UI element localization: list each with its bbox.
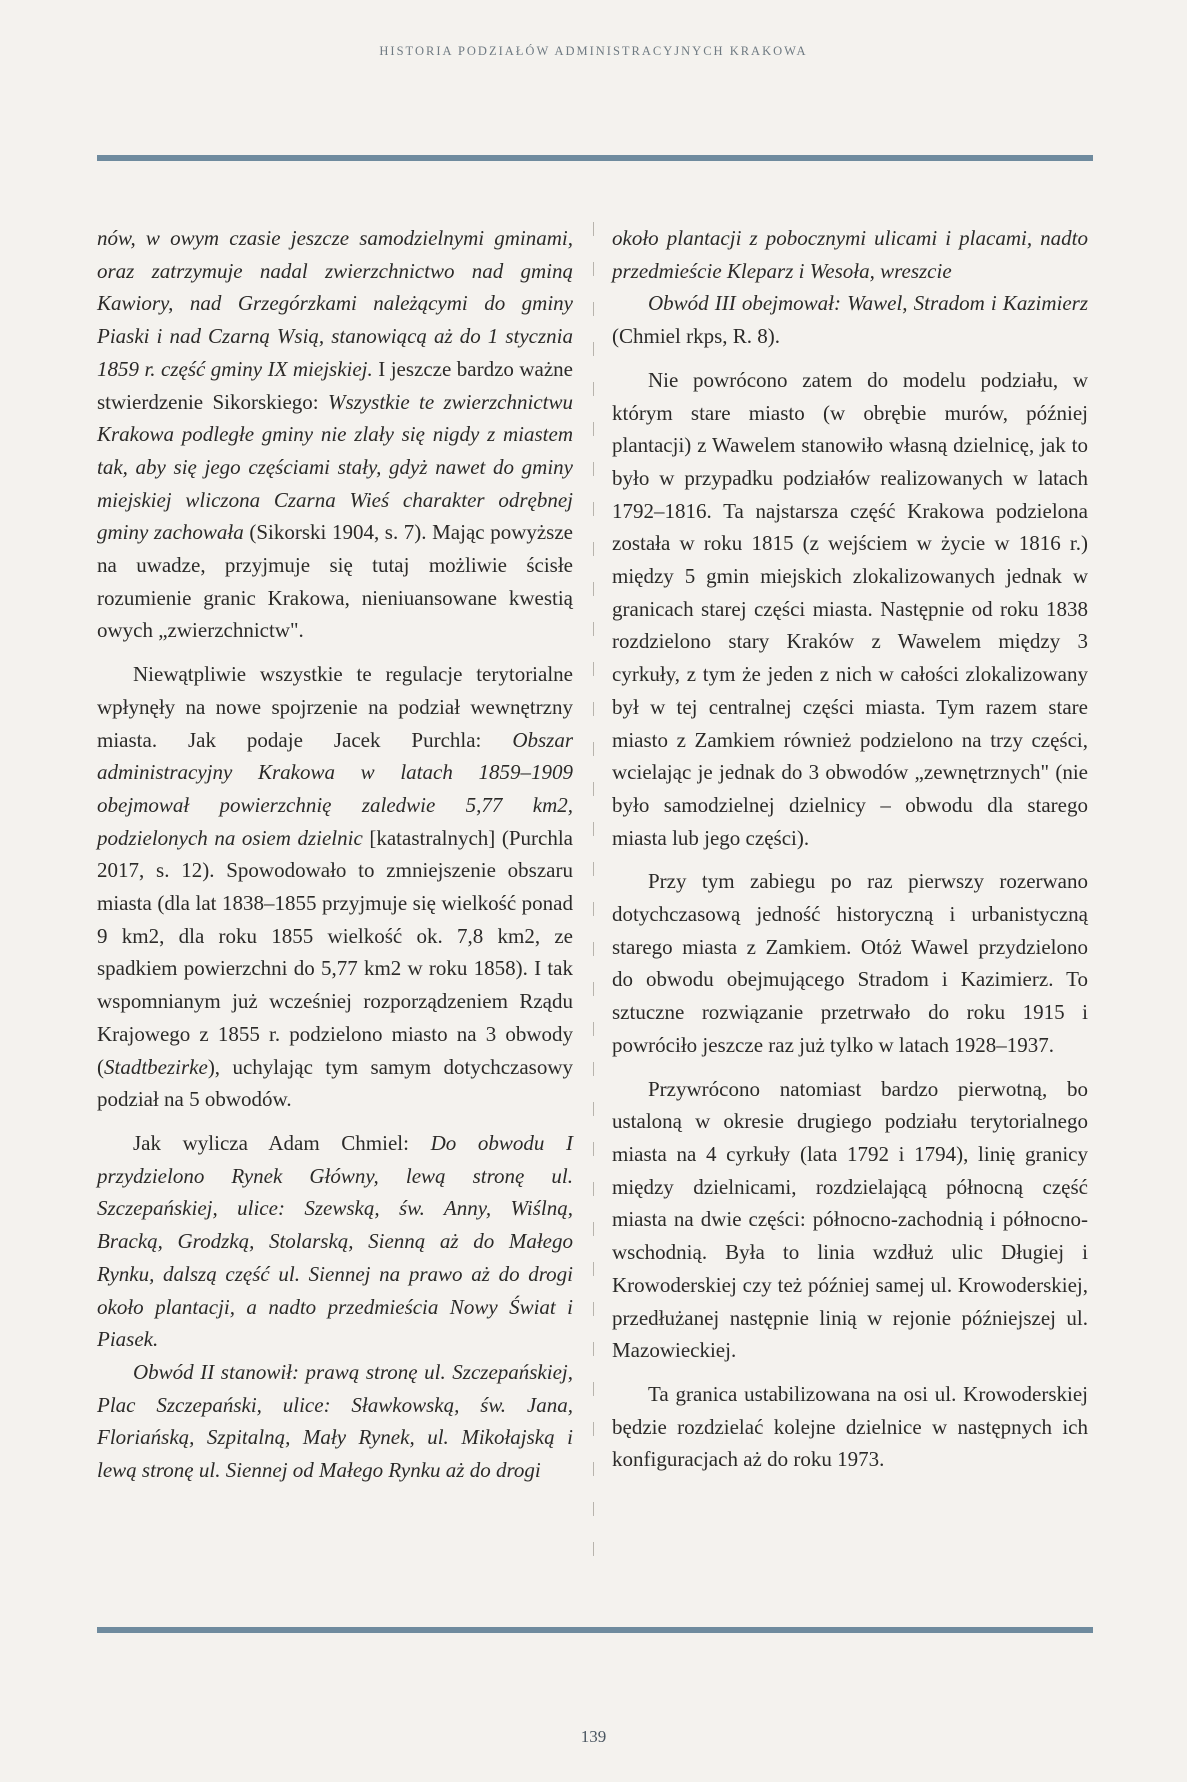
italic-quote: Do obwodu I przydzielono Rynek Główny, lewą stronę ul. Szczepańskiej, ulice: Szewską, św. Anny, Wiślną, Bracką, Grodzką, Stolarską, Sienną aż do Małego Rynku, dalszą część ul. Siennej na prawo aż do drogi około plantacji, a nadto przedmieścia Nowy Świat i Piasek. (97, 1130, 573, 1352)
left-column (97, 222, 573, 1487)
body-text: ), uchylając tym samym dotychczasowy podział na 5 obwodów. (97, 1054, 573, 1112)
page-number: 139 (580, 1727, 607, 1746)
body-text: Niewątpliwie wszystkie te regulacje terytorialne wpłynęły na nowe spojrzenie na podział wewnętrzny miasta. Jak podaje Jacek Purchla: (97, 662, 573, 752)
paragraph (612, 222, 1088, 287)
paragraph: Przy tym zabiegu po raz pierwszy rozerwano dotychczasową jedność historyczną i urbanistyczną starego miasta z Zamkiem. Otóż Wawel przydzielono do obwodu obejmującego Stradom i Kazimierz. To sztuczne rozwiązanie przetrwało do roku 1915 i powróciło jeszcze raz już tylko w latach 1928–1937. (612, 869, 1088, 1057)
italic-quote: Wszystkie te zwierzchnictwu Krakowa podległe gminy nie zlały się nigdy z miastem tak, aby się jego częściami stały, gdyż nawet do gminy miejskiej wliczona Czarna Wieś charakter odrębnej gminy zachowała (97, 389, 573, 545)
right-column (612, 222, 1088, 1476)
paragraph (612, 287, 1088, 352)
running-title: HISTORIA PODZIAŁÓW ADMINISTRACYJNYCH KRAKOWA (379, 44, 808, 58)
italic-quote: Obszar administracyjny Krakowa w latach 1859–1909 obejmował powierzchnię zaledwie 5,77 km2, podzielonych na osiem dzielnic (97, 727, 573, 850)
paragraph (97, 222, 573, 647)
body-text: (Chmiel rkps, R. 8). (612, 324, 780, 349)
body-text: (Sikorski 1904, s. 7). Mając powyższe na uwadze, przyjmuje się tutaj możliwie ścisłe rozumienie granic Krakowa, nieniuansowane kwestią owych „zwierzchnictw". (97, 520, 573, 643)
paragraph: Nie powrócono zatem do modelu podziału, w którym stare miasto (w obrębie murów, później plantacji) z Wawelem stanowiło własną dzielnicę, jak to było w przypadku podziałów realizowanych w latach 1792–1816. Ta najstarsza część Krakowa podzielona została w roku 1815 (z wejściem w życie w 1816 r.) między 5 gmin miejskich zlokalizowanych jednak w granicach starej części miasta. Następnie od roku 1838 rozdzielono stary Kraków z Wawelem między 3 cyrkuły, z tym że jeden z nich w całości zlokalizowany był w tej centralnej części miasta. Tym razem stare miasto z Zamkiem również podzielono na trzy części, wcielając je jednak do 3 obwodów „zewnętrznych" (nie było samodzielnej dzielnicy – obwodu dla starego miasta lub jego części). (612, 367, 1088, 850)
italic-quote: Obwód II stanowił: prawą stronę ul. Szczepańskiej, Plac Szczepański, ulice: Sławkowską, św. Jana, Floriańską, Szpitalną, Mały Rynek, ul. Mikołajską i lewą stronę ul. Siennej od Małego Rynku aż do drogi (97, 1359, 573, 1483)
bottom-rule (97, 1627, 1093, 1633)
body-text: I jeszcze bardzo ważne stwierdzenie Sikorskiego: (97, 356, 573, 414)
paragraph: Przywrócono natomiast bardzo pierwotną, bo ustaloną w okresie drugiego podziału terytorialnego miasta na 4 cyrkuły (lata 1792 i 1794), linię granicy między dzielnicami, rozdzielającą północną część miasta na dwie części: północno-zachodnią i północno-wschodnią. Była to linia wzdłuż ulic Długiej i Krowoderskiej czy też później samej ul. Krowoderskiej, przedłużanej następnie linią w rejonie późniejszej ul. Mazowieckiej. (612, 1076, 1088, 1363)
top-rule (97, 155, 1093, 161)
body-text: Jak wylicza Adam Chmiel: (133, 1130, 431, 1155)
paragraph (97, 1127, 573, 1356)
body-text: [katastralnych] (Purchla 2017, s. 12). Spowodowało to zmniejszenie obszaru miasta (dla lat 1838–1855 przyjmuje się wielkość ponad 9 km2, dla roku 1855 wielkość ok. 7,8 km2, ze spadkiem powierzchni do 5,77 km2 w roku 1858). I tak wspomnianym już wcześniej rozporządzeniem Rządu Krajowego z 1855 r. podzielono miasto na 3 obwody ( (97, 825, 573, 1079)
italic-term: Stadtbezirke (104, 1054, 208, 1079)
paragraph: Ta granica ustabilizowana na osi ul. Krowoderskiej będzie rozdzielać kolejne dzielnice w następnych ich konfiguracjach aż do roku 1973. (612, 1381, 1088, 1472)
column-divider (593, 222, 594, 1582)
italic-quote: około plantacji z pobocznymi ulicami i placami, nadto przedmieście Kleparz i Wesoła, wreszcie (612, 226, 1088, 283)
italic-quote: Obwód III obejmował: Wawel, Stradom i Kazimierz (648, 291, 1088, 316)
paragraph (97, 658, 573, 1116)
italic-quote: nów, w owym czasie jeszcze samodzielnymi gminami, oraz zatrzymuje nadal zwierzchnictwo nad gminą Kawiory, nad Grzegórzkami należącymi do gminy Piaski i nad Czarną Wsią, stanowiącą aż do 1 stycznia 1859 r. część gminy IX miejskiej. (97, 226, 573, 381)
paragraph (97, 1356, 573, 1487)
